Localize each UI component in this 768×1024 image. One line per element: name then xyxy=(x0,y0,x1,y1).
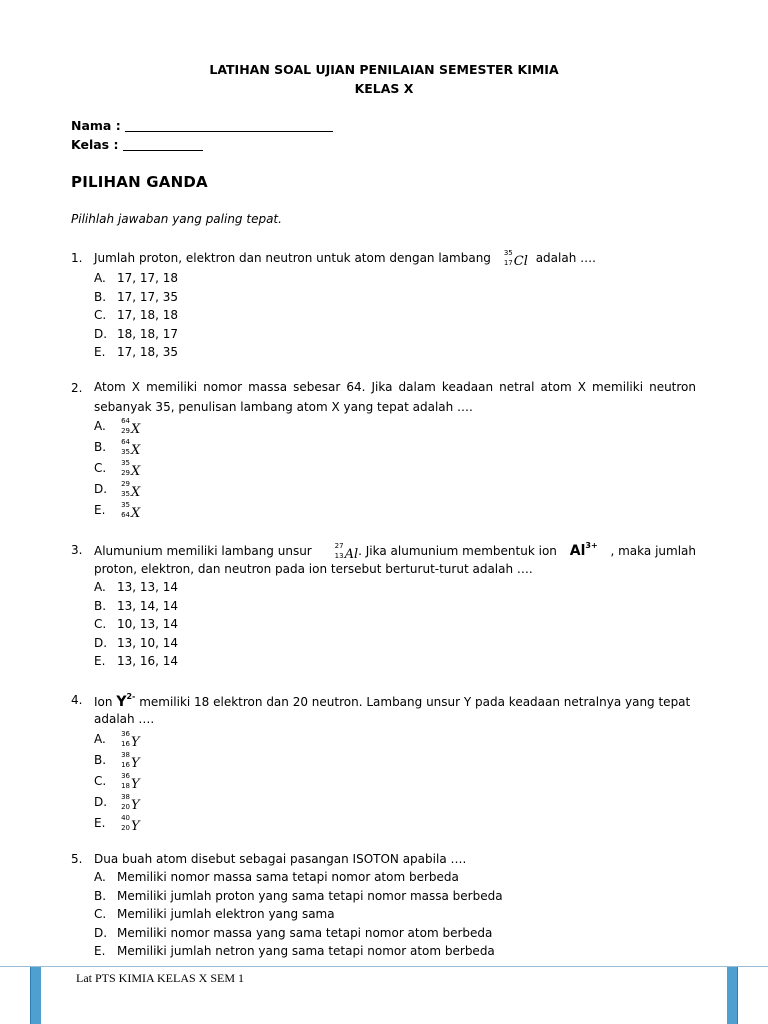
instruction-text: Pilihlah jawaban yang paling tepat. xyxy=(71,212,282,226)
question-5-number: 5. xyxy=(71,852,83,866)
question-1-option-b[interactable]: B. 17, 17, 35 xyxy=(94,290,179,304)
question-2-text: Atom X memiliki nomor massa sebesar 64. Jika dalam keadaan netral atom X memiliki neutron sebanyak 35, penulisan lambang atom X yang tepat adalah …. xyxy=(94,380,696,414)
aluminium-isotope-symbol: 27 13 Al xyxy=(334,542,359,562)
question-5-option-b[interactable]: B. Memiliki jumlah proton yang sama tetapi nomor massa berbeda xyxy=(94,889,503,903)
question-1-option-a[interactable]: A. 17, 17, 18 xyxy=(94,271,179,285)
question-4-number: 4. xyxy=(71,693,83,707)
nama-field xyxy=(71,118,333,133)
question-4-line-2: adalah …. xyxy=(94,712,155,726)
section-title: PILIHAN GANDA xyxy=(71,173,208,191)
question-3-number: 3. xyxy=(71,543,83,557)
question-2-option-a[interactable]: A. 64 29 X xyxy=(94,417,141,437)
question-1-text-before: Jumlah proton, elektron dan neutron untuk atom dengan lambang xyxy=(94,251,491,265)
question-1-option-d[interactable]: D. 18, 18, 17 xyxy=(94,327,179,341)
question-2-option-c[interactable]: C. 35 29 X xyxy=(94,459,141,479)
question-4-option-b[interactable]: B. 38 16 Y xyxy=(94,751,140,771)
y-ion-symbol: $Y^{2-}$ xyxy=(116,692,136,710)
question-3-option-a[interactable]: A. 13, 13, 14 xyxy=(94,580,179,594)
question-4-option-c[interactable]: C. 36 18 Y xyxy=(94,772,140,792)
question-2-option-b[interactable]: B. 64 35 X xyxy=(94,438,141,458)
question-1-option-e[interactable]: E. 17, 18, 35 xyxy=(94,345,179,359)
question-5-text: Dua buah atom disebut sebagai pasangan ISOTON apabila …. xyxy=(94,852,467,866)
question-1-number: 1. xyxy=(71,251,83,265)
question-3-text-c: , maka jumlah xyxy=(610,544,696,558)
nama-blank-line xyxy=(125,118,333,132)
question-1-option-c[interactable]: C. 17, 18, 18 xyxy=(94,308,179,322)
question-4-option-d[interactable]: D. 38 20 Y xyxy=(94,793,140,813)
question-3-line-1: Alumunium memiliki lambang unsur 27 13 Al. Jika alumunium membentuk ion $Al^{3+}$ , maka jumlah xyxy=(94,541,696,562)
question-3-option-c[interactable]: C. 10, 13, 14 xyxy=(94,617,179,631)
footer-divider xyxy=(0,966,768,967)
question-3-text-a: Alumunium memiliki lambang unsur xyxy=(94,544,312,558)
chlorine-isotope-symbol: 35 17 Cl xyxy=(503,249,528,269)
question-5-option-a[interactable]: A. Memiliki nomor massa sama tetapi nomor atom berbeda xyxy=(94,870,459,884)
question-3-line-2: proton, elektron, dan neutron pada ion tersebut berturut-turut adalah …. xyxy=(94,562,533,576)
question-3-option-b[interactable]: B. 13, 14, 14 xyxy=(94,599,179,613)
question-3-option-e[interactable]: E. 13, 16, 14 xyxy=(94,654,179,668)
question-1-text xyxy=(94,251,696,269)
question-3-option-d[interactable]: D. 13, 10, 14 xyxy=(94,636,179,650)
question-1-text-after: adalah …. xyxy=(535,251,596,265)
footer-right-accent-bar xyxy=(727,967,738,1024)
question-2-number: 2. xyxy=(71,381,83,395)
question-4-option-a[interactable]: A. 36 16 Y xyxy=(94,730,140,750)
question-4-option-e[interactable]: E. 40 20 Y xyxy=(94,814,140,834)
question-5-option-d[interactable]: D. Memiliki nomor massa yang sama tetapi nomor atom berbeda xyxy=(94,926,493,940)
question-5-option-c[interactable]: C. Memiliki jumlah elektron yang sama xyxy=(94,907,335,921)
document-subtitle: KELAS X xyxy=(354,81,414,96)
kelas-label: Kelas : xyxy=(71,137,119,152)
question-2-option-e[interactable]: E. 35 64 X xyxy=(94,501,141,521)
nama-label: Nama : xyxy=(71,118,121,133)
footer-left-accent-bar xyxy=(30,967,41,1024)
aluminium-ion-symbol: $Al^{3+}$ xyxy=(569,541,598,559)
kelas-field xyxy=(71,137,203,152)
document-title: LATIHAN SOAL UJIAN PENILAIAN SEMESTER KIMIA xyxy=(209,62,559,77)
question-5-option-e[interactable]: E. Memiliki jumlah netron yang sama tetapi nomor atom berbeda xyxy=(94,944,495,958)
footer-text: Lat PTS KIMIA KELAS X SEM 1 xyxy=(76,971,245,985)
kelas-blank-line xyxy=(123,137,203,151)
question-2-option-d[interactable]: D. 29 35 X xyxy=(94,480,141,500)
question-4-line-1: Ion $Y^{2-}$ memiliki 18 elektron dan 20 neutron. Lambang unsur Y pada keadaan netralnya yang tepat xyxy=(94,692,691,710)
